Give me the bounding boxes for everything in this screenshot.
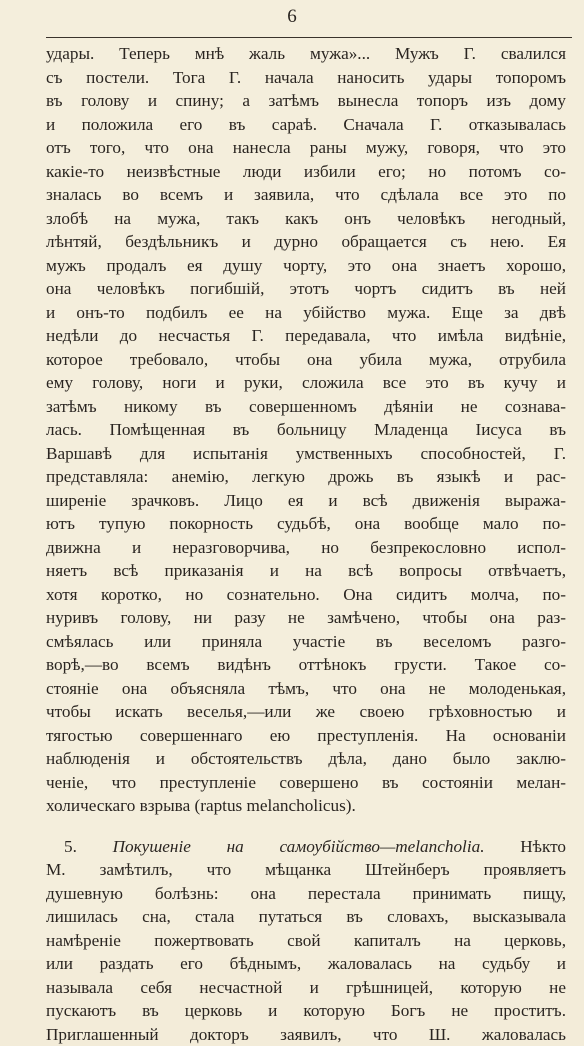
text-line: которое требовало, чтобы она убила мужа, отрубила bbox=[46, 348, 566, 372]
text-line: ворѣ,—во всемъ видѣнъ оттѣнокъ грусти. Такое со- bbox=[46, 653, 566, 677]
text-line: холическаго взрыва (raptus melancholicus). bbox=[46, 794, 566, 818]
text-line: злобѣ на мужа, такъ какъ онъ человѣкъ негодный, bbox=[46, 207, 566, 231]
section-number: 5. bbox=[64, 837, 77, 856]
text-line: няетъ всѣ приказанія и на всѣ вопросы отвѣчаетъ, bbox=[46, 559, 566, 583]
text-line: мужъ продалъ ея душу чорту, это она знаетъ хорошо, bbox=[46, 254, 566, 278]
text-line: ютъ тупую покорность судьбѣ, она вообще мало по- bbox=[46, 512, 566, 536]
body-text bbox=[46, 42, 566, 1046]
text-line: представляла: анемію, легкую дрожь въ языкѣ и рас- bbox=[46, 465, 566, 489]
text-line: она человѣкъ погибшій, этотъ чортъ сидитъ въ ней bbox=[46, 277, 566, 301]
text-line: въ голову и спину; а затѣмъ вынесла топоръ изъ дому bbox=[46, 89, 566, 113]
text-line: смѣялась или приняла участіе въ веселомъ разго- bbox=[46, 630, 566, 654]
text-line: отъ того, что она нанесла раны мужу, говоря, что это bbox=[46, 136, 566, 160]
section-title: Покушеніе на самоубійство—melancholia. bbox=[113, 837, 485, 856]
text-line: зналась во всемъ и заявила, что сдѣлала все это по bbox=[46, 183, 566, 207]
text-line: душевную болѣзнь: она перестала принимать пищу, bbox=[46, 882, 566, 906]
section-first-words: Нѣкто bbox=[520, 837, 566, 856]
text-line: съ постели. Тога Г. начала наносить удары топоромъ bbox=[46, 66, 566, 90]
text-line: лась. Помѣщенная въ больницу Младенца Іисуса въ bbox=[46, 418, 566, 442]
text-line: нуривъ голову, ни разу не замѣчено, чтобы она раз- bbox=[46, 606, 566, 630]
text-line: ему голову, ноги и руки, сложила все это въ кучу и bbox=[46, 371, 566, 395]
text-line: тягостью совершеннаго ею преступленія. На основаніи bbox=[46, 724, 566, 748]
text-line: пускаютъ въ церковь и которую Богъ не проститъ. bbox=[46, 999, 566, 1023]
header-rule bbox=[46, 37, 572, 38]
text-line: и положила его въ сараѣ. Сначала Г. отказывалась bbox=[46, 113, 566, 137]
paragraph-spacer bbox=[46, 818, 566, 835]
page-number: 6 bbox=[0, 6, 584, 28]
paragraph-1 bbox=[46, 42, 566, 818]
text-line: ширеніе зрачковъ. Лицо ея и всѣ движенія выража- bbox=[46, 489, 566, 513]
section-heading-line bbox=[46, 835, 566, 859]
text-line: затѣмъ никому въ совершенномъ дѣяніи не сознава- bbox=[46, 395, 566, 419]
text-line: наблюденія и обстоятельствъ дѣла, дано было заклю- bbox=[46, 747, 566, 771]
text-line: намѣреніе пожертвовать свой капиталъ на церковь, bbox=[46, 929, 566, 953]
text-line: ченіе, что преступленіе совершено въ состояніи мелан- bbox=[46, 771, 566, 795]
text-line: движна и неразговорчива, но безпрекословно испол- bbox=[46, 536, 566, 560]
text-line: удары. Теперь мнѣ жаль мужа»... Мужъ Г. свалился bbox=[46, 42, 566, 66]
text-line: Варшавѣ для испытанія умственныхъ способностей, Г. bbox=[46, 442, 566, 466]
text-line: хотя коротко, но сознательно. Она сидитъ молча, по- bbox=[46, 583, 566, 607]
text-line: стояніе она объясняла тѣмъ, что она не молоденькая, bbox=[46, 677, 566, 701]
paragraph-2 bbox=[46, 835, 566, 1046]
text-line: и онъ-то подбилъ ее на убійство мужа. Еще за двѣ bbox=[46, 301, 566, 325]
text-line: какіе-то неизвѣстные люди избили его; но потомъ со- bbox=[46, 160, 566, 184]
text-line: или раздать его бѣднымъ, жаловалась на судьбу и bbox=[46, 952, 566, 976]
text-line: лишилась сна, стала путаться въ словахъ, высказывала bbox=[46, 905, 566, 929]
text-line: М. замѣтилъ, что мѣщанка Штейнберъ проявляетъ bbox=[46, 858, 566, 882]
text-line: Приглашенный докторъ заявилъ, что Ш. жаловалась bbox=[46, 1023, 566, 1046]
text-line: называла себя несчастной и грѣшницей, которую не bbox=[46, 976, 566, 1000]
text-line: недѣли до несчастья Г. передавала, что имѣла видѣніе, bbox=[46, 324, 566, 348]
text-line: чтобы искать веселья,—или же своею грѣховностью и bbox=[46, 700, 566, 724]
text-line: лѣнтяй, бездѣльникъ и дурно обращается съ нею. Ея bbox=[46, 230, 566, 254]
